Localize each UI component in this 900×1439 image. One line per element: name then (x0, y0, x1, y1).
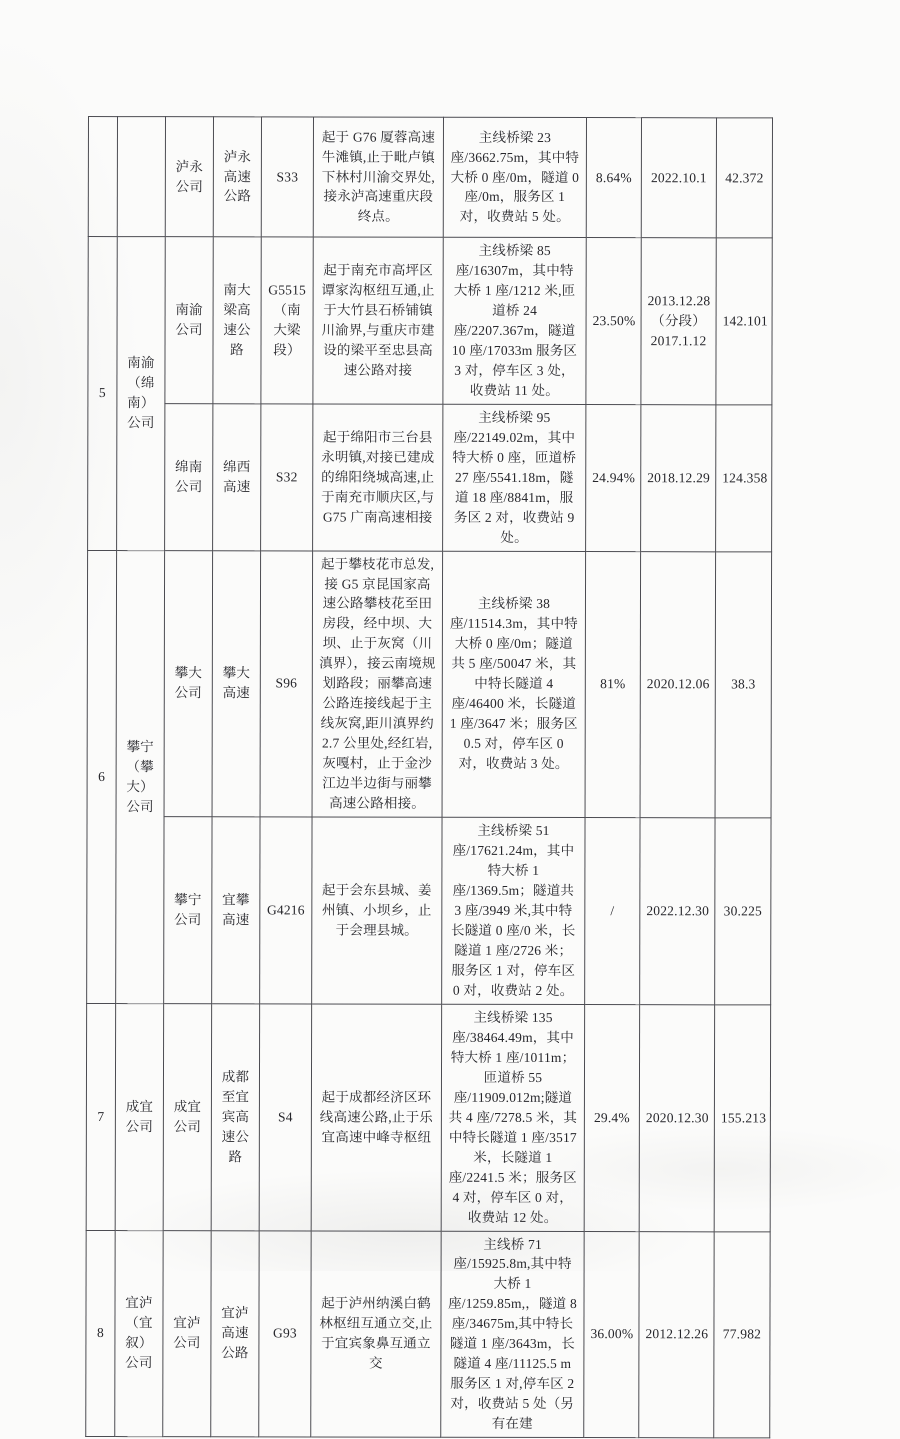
company-cell: 绵南公司 (165, 403, 213, 550)
route-code-cell: G4216 (260, 817, 312, 1004)
seq-cell: 5 (88, 237, 118, 551)
description-cell: 起于泸州纳溪白鹤林枢纽互通立交,止于宜宾象鼻互通立交 (311, 1230, 441, 1437)
table-row (88, 403, 772, 551)
company-cell: 宜泸公司 (163, 1230, 211, 1437)
road-cell: 成都至宜宾高速公路 (211, 1004, 259, 1231)
group-cell (117, 117, 165, 237)
route-code-cell: G93 (259, 1230, 311, 1437)
date-cell: 2020.12.30 (639, 1005, 714, 1232)
road-cell: 南大梁高速公路 (213, 237, 261, 404)
description-cell: 起于 G76 厦蓉高速牛滩镇,止于毗卢镇下林村川渝交界处,接永泸高速重庆段终点。 (313, 117, 443, 237)
date-cell: 2020.12.06 (640, 551, 716, 818)
structures-stats-cell: 主线桥 71 座/15925.8m,其中特大桥 1 座/1259.85m,，隧道 8 座/34675m,其中特长隧道 1 座/3643m，长隧道 4 座/11125.5 m 服务区 1 对,停车区 2 对，收费站 5 处（另有在建 (441, 1231, 584, 1438)
route-code-cell: S4 (259, 1004, 311, 1231)
percentage-cell: 29.4% (584, 1004, 639, 1231)
description-cell: 起于南充市高坪区谭家沟枢纽互通,止于大竹县石桥铺镇川渝界,与重庆市建设的梁平至忠县高速公路对接 (313, 237, 443, 404)
route-code-cell: S96 (260, 550, 313, 817)
table-row (87, 550, 772, 818)
seq-cell (88, 117, 117, 237)
description-cell: 起于成都经济区环线高速公路,止于乐宜高速中峰寺枢纽 (311, 1004, 441, 1231)
road-cell: 宜泸高速公路 (211, 1230, 259, 1437)
company-cell: 攀大公司 (164, 550, 213, 817)
date-cell: 2013.12.28 （分段） 2017.1.12 (641, 238, 716, 405)
company-cell: 攀宁公司 (164, 817, 212, 1004)
road-cell: 宜攀高速 (212, 817, 260, 1004)
percentage-cell: 24.94% (586, 404, 641, 551)
company-cell: 泸永公司 (165, 117, 213, 237)
date-cell: 2022.10.1 (641, 118, 716, 238)
structures-stats-cell: 主线桥梁 85 座/16307m，其中特大桥 1 座/1212 米,匝道桥 24 座/2207.367m，隧道 10 座/17033m 服务区 3 对，停车区 3 处，收费站 11 处。 (443, 237, 586, 404)
seq-cell: 6 (87, 550, 117, 1003)
mileage-cell: 77.982 (714, 1231, 770, 1438)
table-row (87, 817, 771, 1005)
seq-cell: 7 (86, 1003, 115, 1230)
date-cell: 2012.12.26 (639, 1231, 714, 1438)
table-row (86, 1003, 770, 1231)
company-cell: 成宜公司 (163, 1004, 211, 1231)
structures-stats-cell: 主线桥梁 95 座/22149.02m，其中特大桥 0 座，匝道桥 27 座/5541.18m，隧道 18 座/8841m，服务区 2 对，收费站 9 处。 (443, 404, 586, 551)
mileage-cell: 124.358 (716, 405, 772, 552)
group-cell: 南渝（绵南）公司 (117, 237, 166, 551)
highway-companies-table (85, 116, 773, 1439)
group-cell: 宜泸（宜叙）公司 (115, 1230, 163, 1437)
percentage-cell: 81% (585, 551, 641, 818)
mileage-cell: 155.213 (714, 1005, 770, 1232)
percentage-cell: 36.00% (584, 1231, 639, 1438)
mileage-cell: 42.372 (716, 118, 772, 238)
mileage-cell: 30.225 (715, 818, 771, 1005)
percentage-cell: / (585, 818, 640, 1005)
percentage-cell: 23.50% (586, 238, 641, 405)
structures-stats-cell: 主线桥梁 23 座/3662.75m，其中特大桥 0 座/0m，隧道 0 座/0m，服务区 1 对，收费站 5 处。 (443, 117, 586, 237)
percentage-cell: 8.64% (586, 118, 641, 238)
structures-stats-cell: 主线桥梁 38 座/11514.3m，其中特大桥 0 座/0m；隧道共 5 座/50047 米，其中特长隧道 4 座/46400 米，长隧道 1 座/3647 米；服务区 0.5 对，停车区 0 对，收费站 3 处。 (442, 551, 586, 818)
date-cell: 2022.12.30 (640, 818, 715, 1005)
road-cell: 泸永高速公路 (213, 117, 261, 237)
group-cell: 成宜公司 (115, 1003, 163, 1230)
road-cell: 绵西高速 (213, 404, 261, 551)
group-cell: 攀宁（攀大）公司 (116, 550, 165, 1003)
mileage-cell: 38.3 (715, 551, 772, 818)
structures-stats-cell: 主线桥梁 135 座/38464.49m，其中特大桥 1 座/1011m；匝道桥 55 座/11909.012m;隧道共 4 座/7278.5 米，其中特长隧道 1 座/3517 米，长隧道 1 座/2241.5 米；服务区 4 对，停车区 0 对，收费站 12 处。 (441, 1004, 584, 1231)
seq-cell: 8 (86, 1230, 115, 1437)
table-row (88, 117, 772, 238)
date-cell: 2018.12.29 (641, 404, 716, 551)
table-row (86, 1230, 770, 1438)
structures-stats-cell: 主线桥梁 51 座/17621.24m，其中特大桥 1 座/1369.5m；隧道共 3 座/3949 米,其中特长隧道 0 座/0 米，长隧道 1 座/2726 米；服务区 1 对，停车区 0 对，收费站 2 处。 (442, 817, 585, 1004)
mileage-cell: 142.101 (716, 238, 772, 405)
description-cell: 起于绵阳市三台县永明镇,对接已建成的绵阳绕城高速,止于南充市顺庆区,与 G75 广南高速相接 (313, 404, 443, 551)
table-row (88, 237, 772, 405)
route-code-cell: S32 (261, 404, 313, 551)
company-cell: 南渝公司 (165, 237, 213, 404)
route-code-cell: G5515（南大梁段） (261, 237, 313, 404)
route-code-cell: S33 (261, 117, 313, 237)
description-cell: 起于攀枝花市总发,接 G5 京昆国家高速公路攀枝花至田房段，经中坝、大坝、止于灰窝（川滇界），接云南境规划路段；丽攀高速公路连接线起于主线灰窝,距川滇界约 2.7 公里处,经红岩,灰嘎村，止于金沙江边半边街与丽攀高速公路相接。 (312, 551, 443, 818)
road-cell: 攀大高速 (212, 550, 261, 817)
description-cell: 起于会东县城、姜州镇、小坝乡，止于会理县城。 (312, 817, 442, 1004)
